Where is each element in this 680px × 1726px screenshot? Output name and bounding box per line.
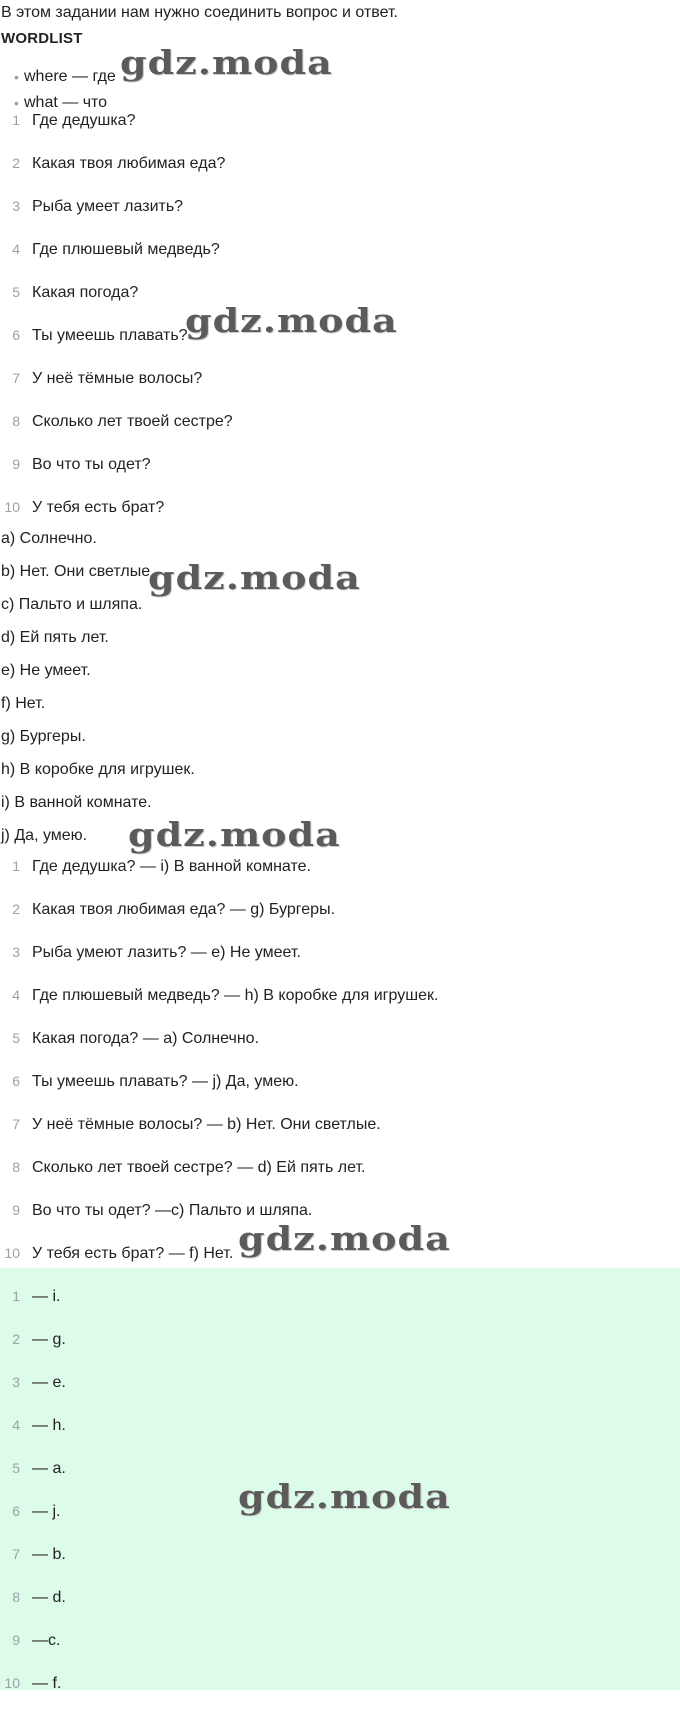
match-item <box>0 940 301 964</box>
item-number: 7 <box>12 1116 20 1132</box>
answer-option: g) Бургеры. <box>1 728 86 745</box>
final-answer-item <box>0 1628 60 1652</box>
item-text: Какая твоя любимая еда? — g) Бургеры. <box>32 901 336 918</box>
item-text: Ты умеешь плавать? <box>32 327 188 344</box>
wordlist-title: WORDLIST <box>1 30 83 47</box>
item-text: Рыба умеет лазить? <box>32 198 184 215</box>
match-item <box>0 1026 259 1050</box>
item-text: Где дедушка? <box>32 112 136 129</box>
final-answer-item <box>0 1499 60 1523</box>
item-number: 8 <box>12 1589 20 1605</box>
question-item <box>0 194 183 218</box>
final-answer-item <box>0 1671 61 1695</box>
item-text: Какая погода? — a) Солнечно. <box>32 1030 260 1047</box>
question-item <box>0 237 220 261</box>
item-text: Какая твоя любимая еда? <box>32 155 226 172</box>
final-answer-item <box>0 1370 66 1394</box>
watermark: gdz.moda <box>238 1219 451 1258</box>
item-text: Во что ты одет? —c) Пальто и шляпа. <box>32 1202 313 1219</box>
item-number: 2 <box>12 901 20 917</box>
item-number: 8 <box>12 1159 20 1175</box>
item-number: 6 <box>12 1073 20 1089</box>
final-answer-item <box>0 1456 66 1480</box>
match-item <box>0 1112 381 1136</box>
item-text: Где плюшевый медведь? <box>32 241 220 258</box>
item-text: У тебя есть брат? — f) Нет. <box>32 1245 234 1262</box>
answer-option: e) Не умеет. <box>1 662 91 679</box>
item-text: Где дедушка? — i) В ванной комнате. <box>32 858 311 875</box>
item-number: 5 <box>12 1030 20 1046</box>
question-item <box>0 495 164 519</box>
item-text: — g. <box>32 1331 66 1348</box>
item-text: — d. <box>32 1589 66 1606</box>
question-item <box>0 366 202 390</box>
answer-option: d) Ей пять лет. <box>1 629 109 646</box>
match-item <box>0 983 438 1007</box>
question-item <box>0 108 135 132</box>
item-number: 9 <box>12 456 20 472</box>
question-item <box>0 323 188 347</box>
match-item <box>0 1198 312 1222</box>
answer-option: b) Нет. Они светлые. <box>1 563 155 580</box>
bullet-icon: • <box>14 69 19 85</box>
item-number: 9 <box>12 1632 20 1648</box>
question-item <box>0 280 138 304</box>
wordlist-item: • what — что <box>14 90 414 116</box>
item-text: — b. <box>32 1546 66 1563</box>
final-answer-item <box>0 1542 66 1566</box>
question-item <box>0 452 151 476</box>
item-text: — j. <box>32 1503 61 1520</box>
question-item <box>0 151 225 175</box>
match-item <box>0 1155 365 1179</box>
item-text: Какая погода? <box>32 284 139 301</box>
item-number: 6 <box>12 327 20 343</box>
answer-option: h) В коробке для игрушек. <box>1 761 195 778</box>
final-answer-item <box>0 1585 66 1609</box>
item-number: 9 <box>12 1202 20 1218</box>
watermark: gdz.moda <box>148 558 361 597</box>
match-item <box>0 897 335 921</box>
item-text: — e. <box>32 1374 66 1391</box>
item-text: — a. <box>32 1460 66 1477</box>
intro-text: В этом задании нам нужно соединить вопрос и ответ. <box>1 4 398 21</box>
item-number: 4 <box>12 241 20 257</box>
final-answer-item <box>0 1413 66 1437</box>
watermark: gdz.moda <box>185 301 398 340</box>
answer-panel <box>0 1268 680 1690</box>
question-item <box>0 409 233 433</box>
item-text: У тебя есть брат? <box>32 499 165 516</box>
item-number: 6 <box>12 1503 20 1519</box>
item-number: 5 <box>12 1460 20 1476</box>
item-number: 2 <box>12 1331 20 1347</box>
wordlist[interactable] <box>14 64 414 111</box>
item-number: 10 <box>4 1245 20 1261</box>
watermark: gdz.moda <box>128 815 341 854</box>
item-number: 2 <box>12 155 20 171</box>
item-text: —c. <box>32 1632 61 1649</box>
answer-option: a) Солнечно. <box>1 530 97 547</box>
item-text: — h. <box>32 1417 66 1434</box>
item-text: — i. <box>32 1288 61 1305</box>
answer-option: f) Нет. <box>1 695 46 712</box>
item-number: 5 <box>12 284 20 300</box>
final-answer-item <box>0 1284 60 1308</box>
item-number: 1 <box>12 858 20 874</box>
wordlist-item: • where — где <box>14 64 414 90</box>
item-text: Сколько лет твоей сестре? — d) Ей пять лет. <box>32 1159 366 1176</box>
item-number: 3 <box>12 944 20 960</box>
item-text: Сколько лет твоей сестре? <box>32 413 233 430</box>
item-number: 10 <box>4 1675 20 1691</box>
match-item <box>0 1241 233 1265</box>
item-number: 10 <box>4 499 20 515</box>
item-text: Во что ты одет? <box>32 456 151 473</box>
item-number: 4 <box>12 987 20 1003</box>
item-text: У неё тёмные волосы? <box>32 370 203 387</box>
watermark: gdz.moda <box>238 1477 451 1516</box>
item-text: Ты умеешь плавать? — j) Да, умею. <box>32 1073 299 1090</box>
match-item <box>0 1069 299 1093</box>
item-number: 7 <box>12 1546 20 1562</box>
item-number: 1 <box>12 112 20 128</box>
answer-option: i) В ванной комнате. <box>1 794 152 811</box>
bullet-icon: • <box>14 95 19 111</box>
item-text: У неё тёмные волосы? — b) Нет. Они светлые. <box>32 1116 381 1133</box>
item-text: — f. <box>32 1675 62 1692</box>
answer-option: c) Пальто и шляпа. <box>1 596 143 613</box>
item-number: 3 <box>12 198 20 214</box>
answer-option: j) Да, умею. <box>1 827 88 844</box>
match-item <box>0 854 311 878</box>
item-text: Где плюшевый медведь? — h) В коробке для игрушек. <box>32 987 439 1004</box>
final-answer-item <box>0 1327 66 1351</box>
item-text: Рыба умеют лазить? — e) Не умеет. <box>32 944 301 961</box>
item-number: 1 <box>12 1288 20 1304</box>
item-number: 8 <box>12 413 20 429</box>
item-number: 4 <box>12 1417 20 1433</box>
item-number: 7 <box>12 370 20 386</box>
watermark: gdz.moda <box>120 43 333 82</box>
item-number: 3 <box>12 1374 20 1390</box>
